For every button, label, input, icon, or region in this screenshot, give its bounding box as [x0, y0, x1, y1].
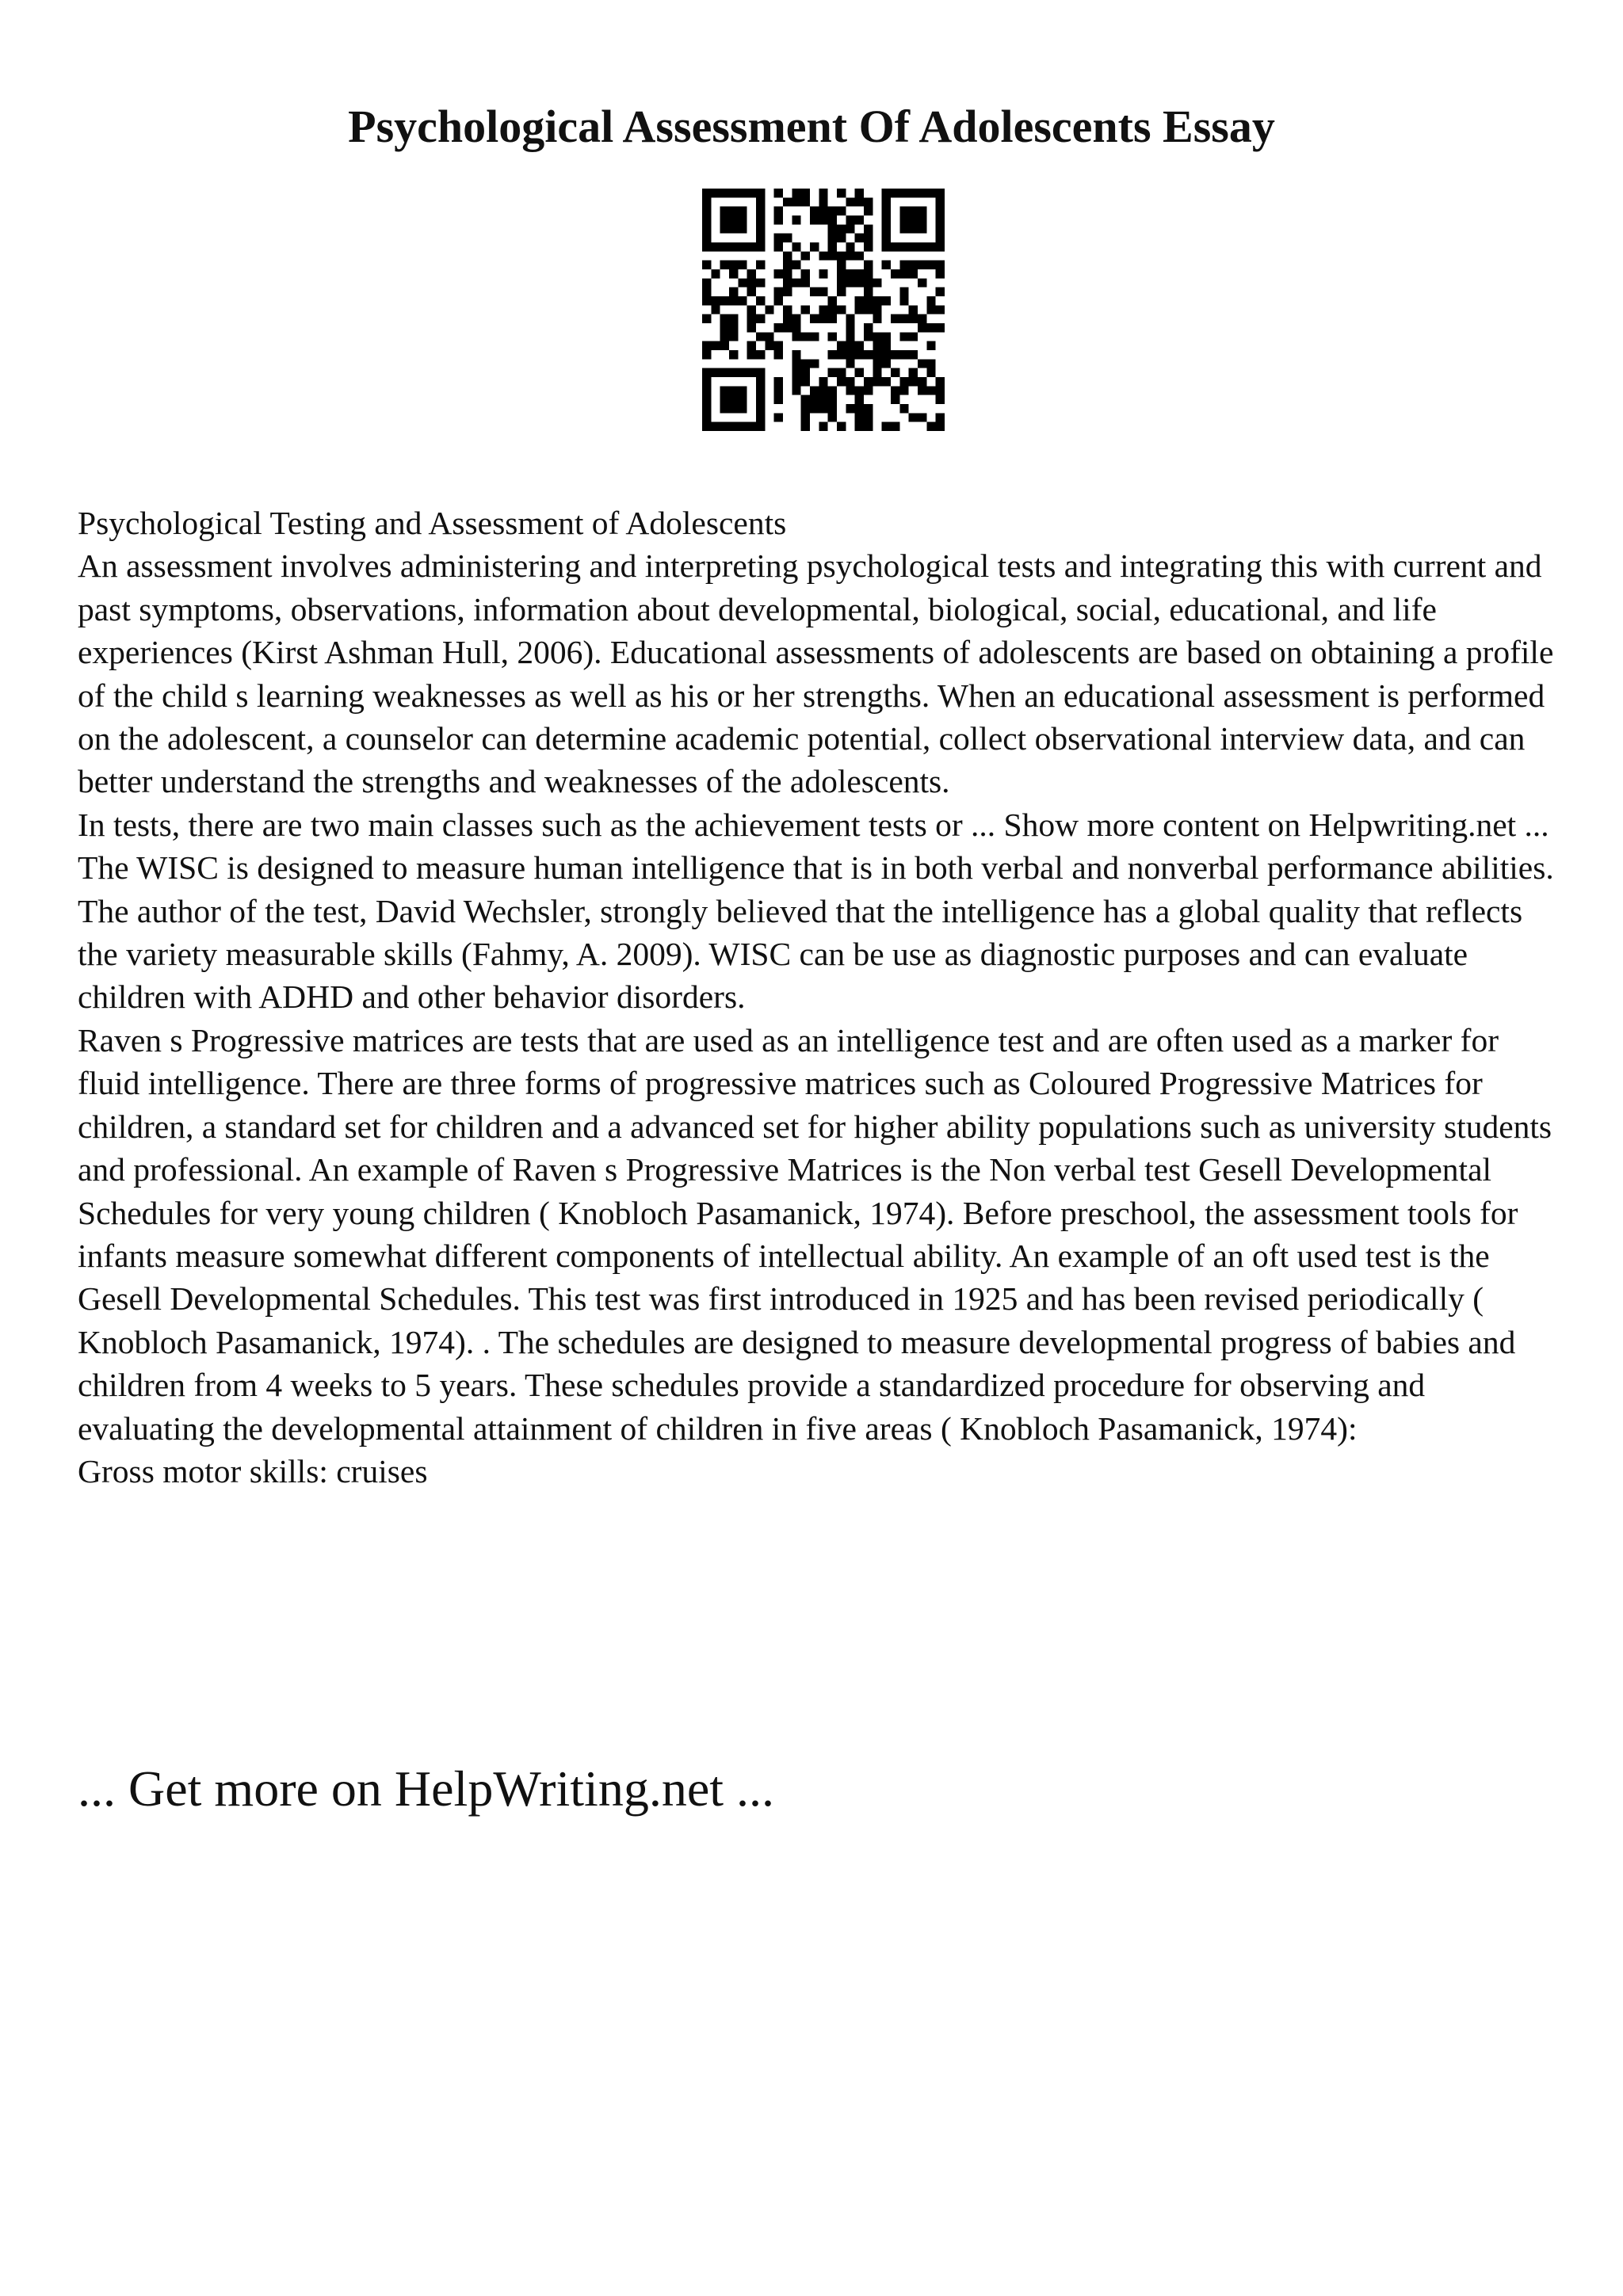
essay-paragraph: The WISC is designed to measure human intelligence that is in both verbal and nonverbal performance abilities. The author of the test, David Wechsler, strongly believed that the intelligence has a global quality that reflects the variety measurable skills (Fahmy, A. 2009). WISC can be use as diagnostic purposes and can evaluate children with ADHD and other behavior disorders. — [78, 849, 1554, 1016]
document-title: Psychological Assessment Of Adolescents Essay — [348, 101, 1275, 152]
essay-paragraph: Gross motor skills: cruises — [78, 1452, 428, 1489]
essay-body — [78, 502, 1568, 1493]
get-more-link[interactable]: ... Get more on HelpWriting.net ... — [78, 1760, 774, 1817]
essay-paragraph: In tests, there are two main classes such as the achievement tests or ... Show more content on Helpwriting.net ... — [78, 806, 1549, 843]
essay-paragraph: An assessment involves administering and interpreting psychological tests and integrating this with current and past symptoms, observations, information about developmental, biological, social, educational, and life experiences (Kirst Ashman Hull, 2006). Educational assessments of adolescents are based on obtaining a profile of the child s learning weaknesses as well as his or her strengths. When an educational assessment is performed on the adolescent, a counselor can determine academic potential, collect observational interview data, and can better understand the strengths and weaknesses of the adolescents. — [78, 547, 1554, 800]
essay-subtitle: Psychological Testing and Assessment of Adolescents — [78, 505, 787, 541]
qr-code-icon — [702, 189, 945, 431]
essay-paragraph: Raven s Progressive matrices are tests that are used as an intelligence test and are often used as a marker for fluid intelligence. There are three forms of progressive matrices such as Coloured Progressive Matrices for children, a standard set for children and a advanced set for higher ability populations such as university students and professional. An example of Raven s Progressive Matrices is the Non verbal test Gesell Developmental Schedules for very young children ( Knobloch Pasamanick, 1974). Before preschool, the assessment tools for infants measure somewhat different components of intellectual ability. An example of an oft used test is the Gesell Developmental Schedules. This test was first introduced in 1925 and has been revised periodically ( Knobloch Pasamanick, 1974). . The schedules are designed to measure developmental progress of babies and children from 4 weeks to 5 years. These schedules provide a standardized procedure for observing and evaluating the developmental attainment of children in five areas ( Knobloch Pasamanick, 1974): — [78, 1021, 1552, 1447]
